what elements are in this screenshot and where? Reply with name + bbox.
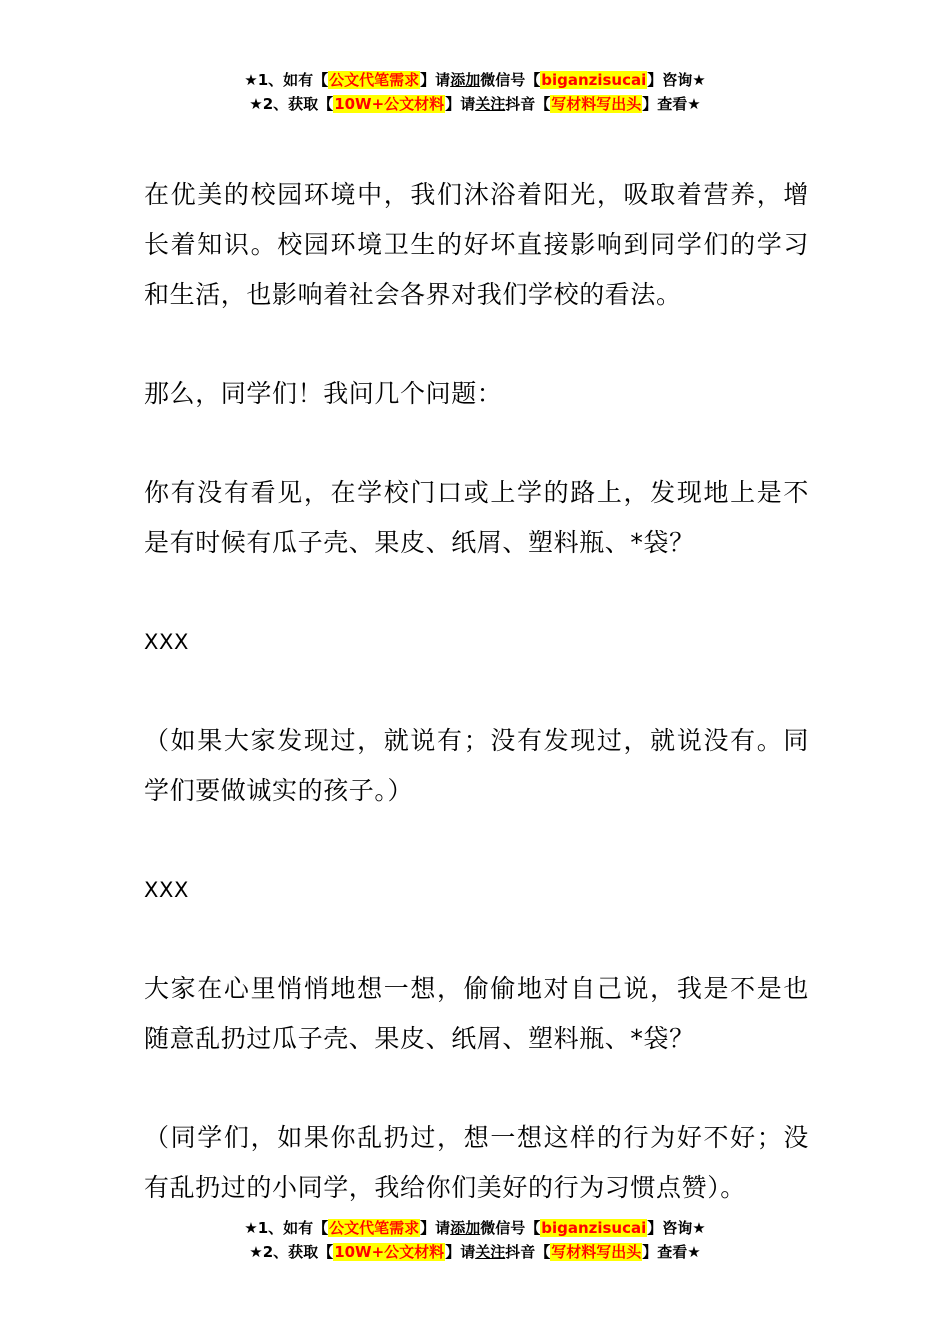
header-banner-line-2	[0, 92, 950, 116]
banner-text: 】请	[420, 1219, 451, 1237]
banner-text: 】咨询★	[647, 71, 706, 89]
footer-banner-line-2	[0, 1240, 950, 1264]
paragraph-note-2: （同学们，如果你乱扔过，想一想这样的行为好不好；没有乱扔过的小同学，我给你们美好的行为习惯点赞）。	[144, 1123, 809, 1202]
banner-text: 】咨询★	[647, 1219, 706, 1237]
banner-text: 】请	[420, 71, 451, 89]
highlight-service: 公文代笔需求	[329, 71, 420, 89]
placeholder-xxx: XXX	[144, 630, 189, 654]
paragraph-question-2: 大家在心里悄悄地想一想，偷偷地对自己说，我是不是也随意乱扔过瓜子壳、果皮、纸屑、塑料瓶、*袋？	[144, 974, 809, 1053]
footer-banner-line-1	[0, 1216, 950, 1240]
banner-text: ★2、获取【	[249, 1243, 334, 1261]
placeholder-xxx: XXX	[144, 878, 189, 902]
banner-text: 】查看★	[642, 1243, 701, 1261]
header-banner-line-1	[0, 68, 950, 92]
banner-text: 抖音【	[505, 1243, 551, 1261]
document-body	[144, 170, 809, 1262]
banner-text: ★1、如有【	[244, 1219, 329, 1237]
highlight-materials: 10W+公文材料	[334, 95, 445, 113]
banner-text: ★2、获取【	[249, 95, 334, 113]
paragraph-intro: 在优美的校园环境中，我们沐浴着阳光，吸取着营养，增长着知识。校园环境卫生的好坏直接影响到同学们的学习和生活，也影响着社会各界对我们学校的看法。	[144, 180, 809, 309]
highlight-service: 公文代笔需求	[329, 1219, 420, 1237]
banner-text: 】请	[445, 1243, 476, 1261]
banner-text: 抖音【	[505, 95, 551, 113]
paragraph-question-lead: 那么，同学们！我问几个问题：	[144, 379, 503, 408]
paragraph-question-1: 你有没有看见，在学校门口或上学的路上，发现地上是不是有时候有瓜子壳、果皮、纸屑、塑料瓶、*袋？	[144, 478, 809, 557]
footer-banner	[0, 1216, 950, 1264]
banner-text: 】请	[445, 95, 476, 113]
banner-text: ★1、如有【	[244, 71, 329, 89]
highlight-wechat-id: biganzisucai	[541, 1219, 647, 1237]
banner-text: 微信号【	[480, 71, 541, 89]
highlight-douyin-account: 写材料写出头	[551, 95, 642, 113]
highlight-materials: 10W+公文材料	[334, 1243, 445, 1261]
header-banner	[0, 68, 950, 116]
highlight-wechat-id: biganzisucai	[541, 71, 647, 89]
highlight-douyin-account: 写材料写出头	[551, 1243, 642, 1261]
banner-text: 】查看★	[642, 95, 701, 113]
underlined-follow: 关注	[475, 1243, 506, 1261]
underlined-add: 添加	[450, 71, 481, 89]
banner-text: 微信号【	[480, 1219, 541, 1237]
paragraph-note-1: （如果大家发现过，就说有；没有发现过，就说没有。同学们要做诚实的孩子。）	[144, 726, 809, 805]
underlined-follow: 关注	[475, 95, 506, 113]
underlined-add: 添加	[450, 1219, 481, 1237]
